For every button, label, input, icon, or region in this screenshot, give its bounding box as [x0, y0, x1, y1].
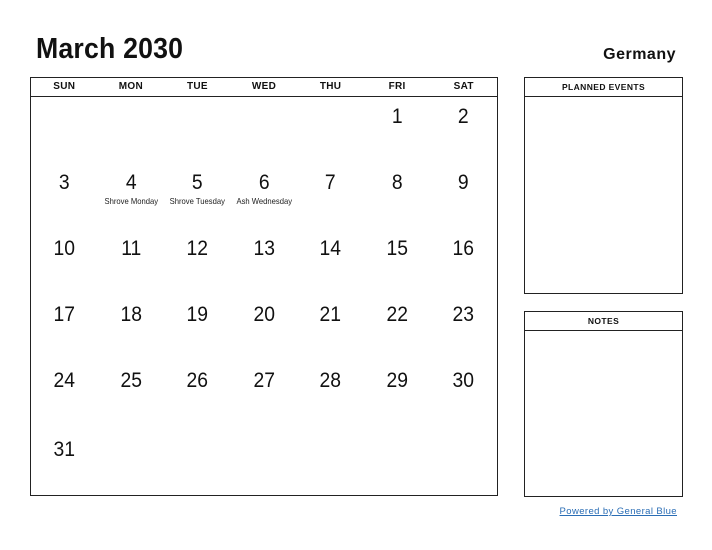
day-cell: [364, 97, 431, 163]
day-cell: [164, 430, 231, 499]
day-cell: [164, 97, 231, 163]
weekday-fri: FRI: [388, 81, 406, 92]
day-number: 17: [53, 303, 76, 326]
weekday-tue: TUE: [186, 81, 208, 92]
holiday-label: Shrove Tuesday: [169, 196, 226, 206]
weekday-thu: THU: [319, 81, 342, 92]
day-cell: [98, 97, 165, 163]
day-cell: [430, 97, 497, 163]
day-cell: [364, 430, 431, 499]
day-cell: [31, 97, 98, 163]
day-cell: [164, 295, 231, 361]
day-cell: [164, 361, 231, 430]
day-cell: [297, 430, 364, 499]
day-cell: [364, 361, 431, 430]
day-number: 12: [186, 237, 209, 260]
planned-events-panel: [524, 77, 683, 294]
page-title: March 2030: [36, 33, 184, 65]
day-number: 30: [452, 369, 475, 392]
day-cell: [31, 295, 98, 361]
day-number: [167, 97, 228, 105]
day-number: 8: [391, 171, 403, 194]
day-number: 26: [186, 369, 209, 392]
day-number: 11: [120, 237, 141, 260]
day-number: [433, 430, 494, 438]
day-number: 14: [319, 237, 342, 260]
day-number: [233, 430, 294, 438]
weekday-wed: WED: [251, 81, 277, 92]
powered-by-link[interactable]: Powered by General Blue: [559, 506, 677, 517]
day-number: 23: [452, 303, 475, 326]
day-cell: [31, 163, 98, 229]
day-number: [167, 430, 228, 438]
day-number: 22: [386, 303, 408, 326]
day-number: 5: [192, 171, 203, 194]
day-number: 10: [53, 237, 76, 260]
day-cell: [297, 295, 364, 361]
day-number: 1: [391, 105, 403, 128]
day-cell: [364, 163, 431, 229]
day-cell: [231, 163, 298, 229]
day-cell: [430, 361, 497, 430]
day-cell: [98, 430, 165, 499]
notes-heading: NOTES: [525, 312, 682, 331]
planned-events-heading: PLANNED EVENTS: [525, 78, 682, 97]
day-number: 6: [258, 171, 270, 194]
weekday-mon: MON: [118, 81, 143, 92]
weekday-sat: SAT: [453, 81, 474, 92]
day-cell: [31, 229, 98, 295]
holiday-label: Ash Wednesday: [236, 196, 292, 206]
day-cell: [231, 295, 298, 361]
day-number: 7: [325, 171, 336, 194]
day-number: 2: [458, 105, 470, 128]
day-cell: [98, 295, 165, 361]
day-number: 31: [53, 438, 76, 461]
day-cell: [297, 229, 364, 295]
weekday-sun: SUN: [53, 81, 76, 92]
day-number: 24: [53, 369, 76, 392]
weeks-grid: [31, 97, 497, 499]
day-number: 20: [253, 303, 275, 326]
calendar-grid: [30, 77, 498, 496]
day-cell: [430, 430, 497, 499]
day-number: 3: [58, 171, 70, 194]
weekday-header-row: [31, 78, 497, 97]
day-number: 21: [319, 303, 342, 326]
day-number: 27: [253, 369, 275, 392]
day-number: 29: [386, 369, 408, 392]
day-cell: [364, 229, 431, 295]
day-number: [300, 97, 361, 105]
day-cell: [430, 229, 497, 295]
day-cell: [31, 430, 98, 499]
day-cell: [297, 163, 364, 229]
day-cell: [164, 163, 231, 229]
day-cell: [98, 361, 165, 430]
day-cell: [98, 163, 165, 229]
day-cell: [231, 97, 298, 163]
day-cell: [430, 295, 497, 361]
day-number: 9: [458, 171, 470, 194]
day-cell: [231, 361, 298, 430]
day-cell: [231, 430, 298, 499]
day-number: [34, 97, 95, 105]
day-number: [233, 97, 294, 105]
day-number: 13: [253, 237, 275, 260]
day-cell: [164, 229, 231, 295]
day-cell: [297, 361, 364, 430]
day-number: [100, 97, 161, 105]
day-cell: [31, 361, 98, 430]
day-number: 18: [120, 303, 142, 326]
holiday-label: Shrove Monday: [104, 196, 158, 206]
day-number: [100, 430, 161, 438]
notes-panel: [524, 311, 683, 497]
day-cell: [98, 229, 165, 295]
day-cell: [430, 163, 497, 229]
day-number: 16: [452, 237, 475, 260]
day-number: [300, 430, 361, 438]
day-number: 19: [186, 303, 209, 326]
day-cell: [297, 97, 364, 163]
day-number: 15: [386, 237, 408, 260]
country-label: Germany: [603, 46, 676, 63]
day-number: 28: [319, 369, 342, 392]
day-number: 4: [125, 171, 137, 194]
day-number: [367, 430, 428, 438]
day-cell: [364, 295, 431, 361]
day-number: 25: [120, 369, 142, 392]
day-cell: [231, 229, 298, 295]
